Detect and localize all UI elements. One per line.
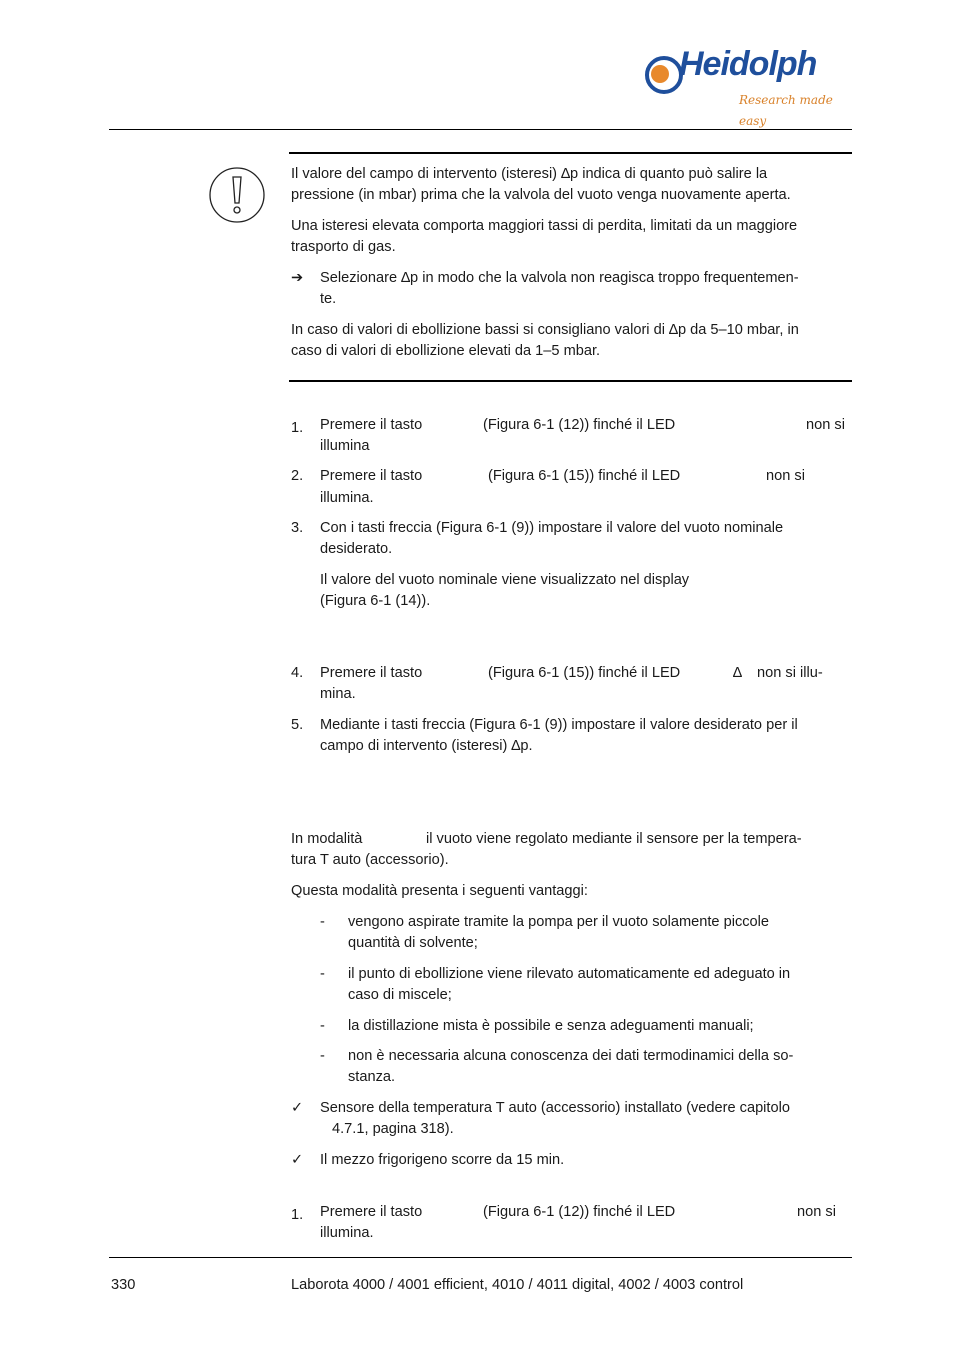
step-text: Mediante i tasti freccia (Figura 6-1 (9)) impostare il valore desiderato per il: [320, 717, 798, 733]
step-text: (Figura 6-1 (15)) finché il LED: [488, 468, 681, 484]
list-dash: -: [320, 1048, 325, 1064]
requirement: Sensore della temperatura T auto (accessorio) installato (vedere capitolo: [320, 1100, 790, 1116]
step-text: illumina.: [320, 1225, 374, 1241]
step-text: non si illu-: [757, 665, 823, 681]
footer-title: Laborota 4000 / 4001 efficient, 4010 / 4011 digital, 4002 / 4003 control: [291, 1277, 744, 1293]
page-number: 330: [111, 1277, 136, 1293]
note-instruction: Selezionare ∆p in modo che la valvola non reagisca troppo frequentemen-: [320, 270, 799, 286]
requirement: Il mezzo frigorigeno scorre da 15 min.: [320, 1152, 565, 1168]
step-text: non si: [806, 417, 845, 433]
step-text: non si: [766, 468, 805, 484]
step-text: (Figura 6-1 (12)) finché il LED: [483, 1204, 676, 1220]
logo-tagline: Research made easy: [739, 93, 833, 128]
brand-logo: [645, 45, 860, 128]
step-note: Il valore del vuoto nominale viene visualizzato nel display: [320, 572, 690, 588]
list-dash: -: [320, 966, 325, 982]
list-dash: -: [320, 914, 325, 930]
step-text: Premere il tasto: [320, 417, 423, 433]
note-paragraph-1: Il valore del campo di intervento (isteresi) ∆p indica di quanto può salire la: [291, 166, 768, 182]
note-paragraph-1-line-2: pressione (in mbar) prima che la valvola del vuoto venga nuovamente aperta.: [291, 187, 791, 203]
step-text: (Figura 6-1 (12)) finché il LED: [483, 417, 676, 433]
check-icon: ✓: [291, 1100, 304, 1116]
step-note: (Figura 6-1 (14)).: [320, 593, 431, 609]
requirement: 4.7.1, pagina 318).: [332, 1121, 454, 1137]
note-instruction-line-2: te.: [320, 291, 337, 307]
note-bottom-rule: [289, 380, 852, 382]
arrow-icon: ➔: [291, 270, 304, 286]
list-item: quantità di solvente;: [348, 935, 478, 951]
list-item: la distillazione mista è possibile e senza adeguamenti manuali;: [348, 1018, 754, 1034]
header-rule: [109, 129, 852, 130]
list-item: il punto di ebollizione viene rilevato automaticamente ed adeguato in: [348, 966, 791, 982]
auto-intro: In modalità: [291, 831, 363, 847]
step-text: Con i tasti freccia (Figura 6-1 (9)) impostare il valore del vuoto nominale: [320, 520, 784, 536]
step-number: 2.: [291, 468, 304, 484]
list-item: non è necessaria alcuna conoscenza dei dati termodinamici della so-: [348, 1048, 794, 1064]
list-item: caso di miscele;: [348, 987, 452, 1003]
advantages-title: Questa modalità presenta i seguenti vantaggi:: [291, 883, 588, 899]
note-paragraph-4: In caso di valori di ebollizione bassi si consigliano valori di ∆p da 5–10 mbar, in: [291, 322, 799, 338]
exclamation-icon: [208, 166, 266, 224]
auto-intro: il vuoto viene regolato mediante il sensore per la tempera-: [426, 831, 802, 847]
step-number: 5.: [291, 717, 304, 733]
step-text: non si: [797, 1204, 836, 1220]
check-icon: ✓: [291, 1152, 304, 1168]
list-item: stanza.: [348, 1069, 396, 1085]
step-number: 4.: [291, 665, 304, 681]
note-paragraph-2-line-2: trasporto di gas.: [291, 239, 396, 255]
delta-symbol: ∆: [733, 665, 742, 681]
auto-intro: tura T auto (accessorio).: [291, 852, 449, 868]
note-top-rule: [289, 152, 852, 154]
step-number: 3.: [291, 520, 304, 536]
step-text: (Figura 6-1 (15)) finché il LED: [488, 665, 681, 681]
step-number: 1.: [291, 420, 304, 436]
step-text: desiderato.: [320, 541, 393, 557]
note-paragraph-4-line-2: caso di valori di ebollizione elevati da 1–5 mbar.: [291, 343, 601, 359]
list-item: vengono aspirate tramite la pompa per il vuoto solamente piccole: [348, 914, 770, 930]
logo-wordmark: Heidolph: [679, 45, 817, 83]
step-text: Premere il tasto: [320, 1204, 423, 1220]
step-text: campo di intervento (isteresi) ∆p.: [320, 738, 533, 754]
step-text: Premere il tasto: [320, 468, 423, 484]
step-number: 1.: [291, 1207, 304, 1223]
step-text: illumina: [320, 438, 370, 454]
note-paragraph-2: Una isteresi elevata comporta maggiori tassi di perdita, limitati da un maggiore: [291, 218, 798, 234]
logo-circle-icon: [645, 56, 683, 94]
step-text: illumina.: [320, 490, 374, 506]
footer-rule: [109, 1257, 852, 1258]
step-text: mina.: [320, 686, 356, 702]
step-text: Premere il tasto: [320, 665, 423, 681]
list-dash: -: [320, 1018, 325, 1034]
